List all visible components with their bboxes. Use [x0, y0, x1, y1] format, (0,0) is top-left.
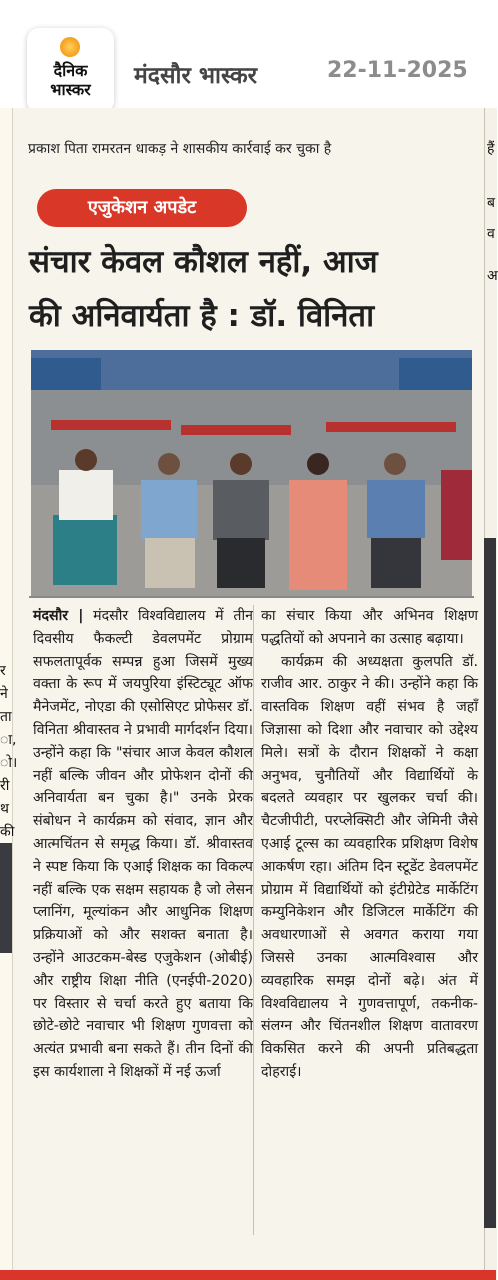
article-column-1: [33, 605, 253, 1084]
left-fragment: र: [0, 663, 6, 679]
next-story-border: [0, 1270, 496, 1280]
right-fragment: अ: [487, 268, 498, 284]
headline-line2: की अनिवार्यता है : डॉ. विनिता: [29, 298, 375, 334]
edition-date: 22-11-2025: [327, 58, 468, 83]
event-photo: [31, 350, 472, 596]
adjacent-photo-right: [484, 538, 496, 1228]
headline-line1: संचार केवल कौशल नहीं, आज: [29, 244, 378, 280]
left-fragment: थ: [0, 801, 9, 817]
previous-story-line: प्रकाश पिता रामरतन धाकड़ ने शासकीय कार्रवाई कर चुका है: [28, 141, 332, 157]
left-fragment: ता: [0, 709, 12, 725]
left-fragment: ने: [0, 686, 8, 702]
right-fragment: व: [487, 226, 495, 242]
article-column-2: [261, 605, 478, 1084]
adjacent-photo-left: [0, 843, 12, 953]
edition-title: मंदसौर भास्कर: [134, 63, 258, 89]
left-fragment: ो।: [0, 755, 18, 771]
left-fragment: री: [0, 778, 10, 794]
newspaper-logo[interactable]: [27, 28, 114, 113]
left-fragment: की: [0, 824, 15, 840]
left-fragment: ा,: [0, 732, 17, 748]
article-text-col1: मंदसौर विश्वविद्यालय में तीन दिवसीय फैकल्टी डेवलपमेंट प्रोग्राम सफलतापूर्वक सम्पन्न हुआ जिसमें मुख्य वक्ता के रूप में जयपुरिया इंस्टिट्यूट ऑफ मैनेजमेंट, नोएडा की एसोसिएट प्रोफेसर डॉ. विनिता श्रीवास्तव ने प्रभावी मार्गदर्शन दिया। उन्होंने कहा कि "संचार आज केवल कौशल नहीं बल्कि जीवन और प्रोफेशन दोनों की अनिवार्यता बन चुका है।" उनके प्रेरक संबोधन ने कार्यक्रम को संवाद, ज्ञान और आत्मचिंतन से समृद्ध किया। डॉ. श्रीवास्तव ने स्पष्ट किया कि एआई शिक्षक का विकल्प नहीं बल्कि एक सक्षम सहायक है जो लेसन प्लानिंग, मूल्यांकन और आधुनिक शिक्षण प्रक्रियाओं को और सशक्त बनाता है। उन्होंने आउटकम-बेस्ड एजुकेशन (ओबीई) और राष्ट्रीय शिक्षा नीति (एनईपी-2020) पर विस्तार से चर्चा करते हुए बताया कि छोटे-छोटे नवाचार भी शिक्षण गुणवत्ता को अत्यंत प्रभावी बना सकते हैं। तीन दिनों की इस कार्यशाला ने शिक्षकों में नई ऊर्जा: [33, 608, 253, 1080]
news-clipping: [0, 108, 496, 1280]
logo-text-line2: भास्कर: [50, 80, 91, 99]
event-photo-illustration: [31, 350, 472, 596]
sun-logo-icon: [60, 37, 80, 57]
column-divider: [253, 605, 254, 1235]
category-tag: एजुकेशन अपडेट: [37, 189, 247, 227]
right-fragment: ब: [487, 195, 495, 211]
right-fragment: हैं: [487, 141, 495, 157]
app-header: [0, 0, 496, 108]
article-text-col2-para1: का संचार किया और अभिनव शिक्षण पद्धतियों को अपनाने का उत्साह बढ़ाया।: [261, 608, 478, 647]
dateline: मंदसौर |: [33, 608, 84, 624]
article-text-col2-para2: कार्यक्रम की अध्यक्षता कुलपति डॉ. राजीव आर. ठाकुर ने की। उन्होंने कहा कि वास्तविक शिक्षण वहीं संभव है जहाँ जिज्ञासा को दिशा और नवाचार को उद्देश्य मिले। सत्रों के दौरान शिक्षकों ने कक्षा अनुभव, चुनौतियों और विद्यार्थियों के बदलते व्यवहार पर खुलकर चर्चा की। चैटजीपीटी, परप्लेक्सिटी और जेमिनी जैसे एआई टूल्स का व्यवहारिक प्रशिक्षण विशेष आकर्षण रहा। अंतिम दिन स्टूडेंट डेवलपमेंट प्रोग्राम में विद्यार्थियों को इंटीग्रेटेड मार्केटिंग कम्युनिकेशन और डिजिटल मार्केटिंग की अवधारणाओं से अवगत कराया गया जिससे उनका आत्मविश्वास और व्यवहारिक समझ दोनों बढ़े। अंत में विश्वविद्यालय ने गुणवत्तापूर्ण, तकनीक-संलग्न और चिंतनशील शिक्षण वातावरण विकसित करने की अपनी प्रतिबद्धता दोहराई।: [261, 653, 478, 1080]
logo-text-line1: दैनिक: [53, 61, 88, 80]
photo-divider: [29, 596, 474, 598]
